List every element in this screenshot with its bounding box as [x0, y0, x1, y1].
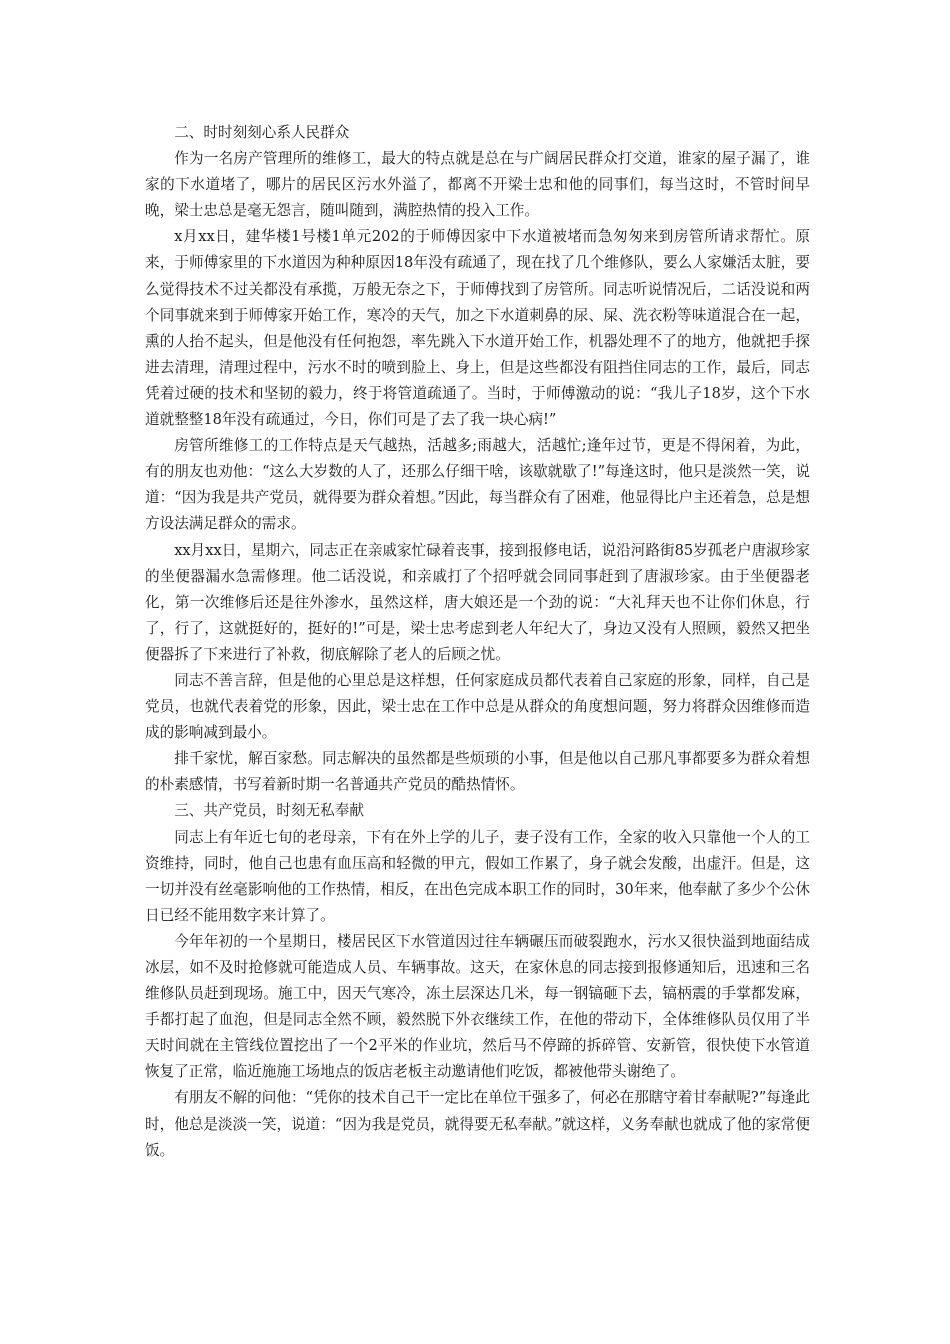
section-3-heading: 三、共产党员，时刻无私奉献 — [174, 802, 364, 820]
paragraph: 同志不善言辞，但是他的心里总是这样想，任何家庭成员都代表着自己家庭的形象，同样，自己是党员，也就代表着党的形象，因此，梁士忠在工作中总是从群众的角度想问题，努力将群众因维修而造成的影响减到最小。 — [145, 671, 810, 742]
paragraph: x月xx日，建华楼1号楼1单元202的于师傅因家中下水道被堵而急匆匆来到房管所请求帮忙。原来，于师傅家里的下水道因为种种原因18年没有疏通了，现在找了几个维修队，要么人家嫌活太脏，要么觉得技术不过关都没有承揽，万般无奈之下，于师傅找到了房管所。同志听说情况后，二话没说和两个同事就来到于师傅家开始工作，寒冷的天气，加之下水道刺鼻的尿、屎、洗衣粉等味道混合在一起，熏的人抬不起头，但是他没有任何抱怨，率先跳入下水道开始工作，机器处理不了的地方，他就把手探进去清理，清理过程中，污水不时的喷到脸上、身上，但是这些都没有阻挡住同志的工作，最后，同志凭着过硬的技术和坚韧的毅力，终于将管道疏通了。当时，于师傅激动的说：“我儿子18岁，这个下水道就整整18年没有疏通过，今日，你们可是了去了我一块心病!” — [145, 228, 810, 429]
section-2-heading: 二、时时刻刻心系人民群众 — [174, 124, 350, 141]
paragraph: xx月xx日，星期六，同志正在亲戚家忙碌着丧事，接到报修电话，说沿河路街85岁孤老户唐淑珍家的坐便器漏水急需修理。他二话没说，和亲戚打了个招呼就会同同事赶到了唐淑珍家。由于坐便器老化，第一次维修后还是往外渗水，虽然这样，唐大娘还是一个劲的说：“大礼拜天也不让你们休息，行了，行了，这就挺好的，挺好的!”可是，梁士忠考虑到老人年纪大了，身边又没有人照顾，毅然又把坐便器拆了下来进行了补救，彻底解除了老人的后顾之忧。 — [145, 541, 810, 663]
paragraph: 作为一名房产管理所的维修工，最大的特点就是总在与广阔居民群众打交道，谁家的屋子漏了，谁家的下水道堵了，哪片的居民区污水外溢了，都离不开梁士忠和他的同事们，每当这时，不管时间早晚，梁士忠总是毫无怨言，随叫随到，满腔热情的投入工作。 — [145, 150, 810, 220]
paragraph: 今年年初的一个星期日，楼居民区下水管道因过往车辆碾压而破裂跑水，污水又很快溢到地面结成冰层，如不及时抢修就可能造成人员、车辆事故。这天，在家休息的同志接到报修通知后，迅速和三名维修队员赶到现场。施工中，因天气寒冷，冻土层深达几米，每一钢镐砸下去，镐柄震的手掌都发麻，手都打起了血泡，但是同志全然不顾，毅然脱下外衣继续工作，在他的带动下，全体维修队员仅用了半天时间就在主管线位置挖出了一个2平米的作业坑，然后马不停蹄的拆碎管、安新管，很快使下水管道恢复了正常，临近施施工场地点的饭店老板主动邀请他们吃饭，都被他带头谢绝了。 — [145, 932, 810, 1081]
paragraph: 排千家忧，解百家愁。同志解决的虽然都是些烦琐的小事，但是他以自己那凡事都要多为群众着想的朴素感情，书写着新时期一名普通共产党员的酷热情怀。 — [145, 750, 810, 794]
paragraph: 同志上有年近七旬的老母亲，下有在外上学的儿子，妻子没有工作，全家的收入只靠他一个人的工资维持，同时，他自己也患有血压高和轻微的甲亢，假如工作累了，身子就会发酸，出虚汗。但是，这一切并没有丝毫影响他的工作热情，相反，在出色完成本职工作的同时，30年来，他奉献了多少个公休日已经不能用数字来计算了。 — [145, 828, 810, 924]
paragraph: 房管所维修工的工作特点是天气越热，活越多;雨越大，活越忙;逢年过节，更是不得闲着，为此，有的朋友也劝他：“这么大岁数的人了，还那么仔细干啥，该歇就歇了!”每逢这时，他只是淡然一笑，说道：“因为我是共产党员，就得要为群众着想。”因此，每当群众有了困难，他显得比户主还着急，总是想方设法满足群众的需求。 — [145, 437, 810, 533]
document-page — [145, 120, 810, 1164]
paragraph: 有朋友不解的问他：“凭你的技术自己干一定比在单位干强多了，何必在那瞎守着甘奉献呢?”每逢此时，他总是淡淡一笑，说道：“因为我是党员，就得要无私奉献。”就这样，义务奉献也就成了他的家常便饭。 — [145, 1089, 810, 1159]
